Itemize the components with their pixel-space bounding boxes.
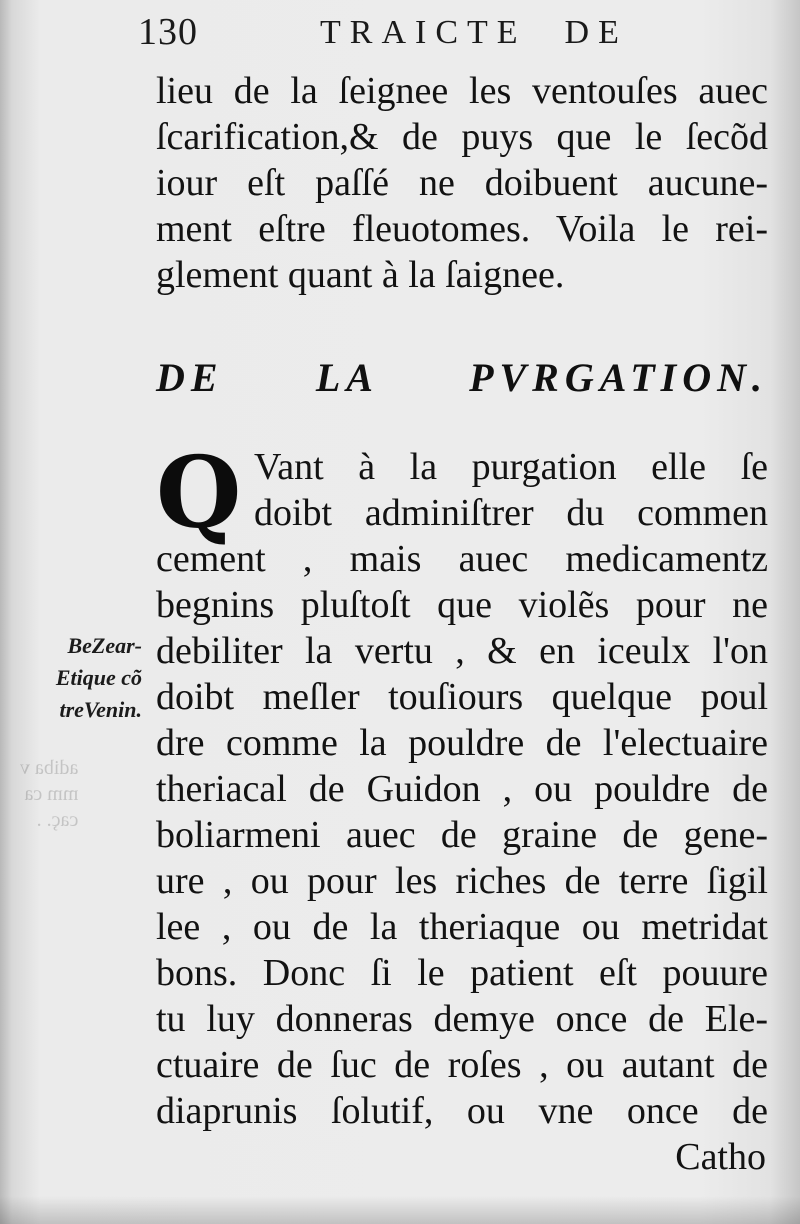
margin-note-line: treVenin. (59, 697, 142, 722)
show-through-margin: adiba v mm ca caç. . (20, 757, 79, 831)
text-line: ment eſtre fleuotomes. Voila le rei- (156, 208, 768, 250)
text-line: tu luy donneras demye once de Ele- (156, 998, 768, 1040)
margin-note (2, 630, 142, 726)
margin-note-line: Etique cõ (55, 665, 142, 690)
text-line: cement , mais auec medicamentz (156, 538, 768, 580)
page-header (138, 10, 768, 60)
drop-cap: Q (156, 436, 242, 551)
margin-note-line: BeZear- (67, 633, 142, 658)
text-line: dre comme la pouldre de l'electuaire (156, 722, 768, 764)
text-line: ure , ou pour les riches de terre ſigil (156, 860, 768, 902)
text-line: Vant à la purgation elle ſe (254, 446, 768, 488)
section-heading: DE LA PVRGATION. (156, 355, 768, 400)
text-line: debiliter la vertu , & en iceulx l'on (156, 630, 768, 672)
running-head-left: TRAICTE (320, 14, 527, 51)
running-head-right: DE (564, 14, 628, 51)
folio-number: 130 (138, 11, 198, 53)
text-line: boliarmeni auec de graine de gene- (156, 814, 768, 856)
text-line: lee , ou de la theriaque ou metridat (156, 906, 768, 948)
text-line: begnins pluſtoſt que violẽs pour ne (156, 584, 768, 626)
catchword: Catho (675, 1136, 766, 1178)
text-line: ctuaire de ſuc de roſes , ou autant de (156, 1044, 768, 1086)
text-line: diaprunis ſolutif, ou vne once de (156, 1090, 768, 1132)
text-line: doibt adminiſtrer du commen (254, 492, 768, 534)
text-line: doibt meſler touſiours quelque poul (156, 676, 768, 718)
running-head (320, 14, 628, 52)
text-line: bons. Donc ſi le patient eſt pouure (156, 952, 768, 994)
text-line: ſcarification,& de puys que le ſecõd (156, 116, 768, 158)
text-line: iour eſt paſſé ne doibuent aucune- (156, 162, 768, 204)
paragraph-2 (156, 436, 768, 1180)
paragraph-1 (156, 68, 768, 298)
text-line: glement quant à la ſaignee. (156, 254, 565, 296)
text-line: theriacal de Guidon , ou pouldre de (156, 768, 768, 810)
text-line: lieu de la ſeignee les ventouſes auec (156, 70, 768, 112)
